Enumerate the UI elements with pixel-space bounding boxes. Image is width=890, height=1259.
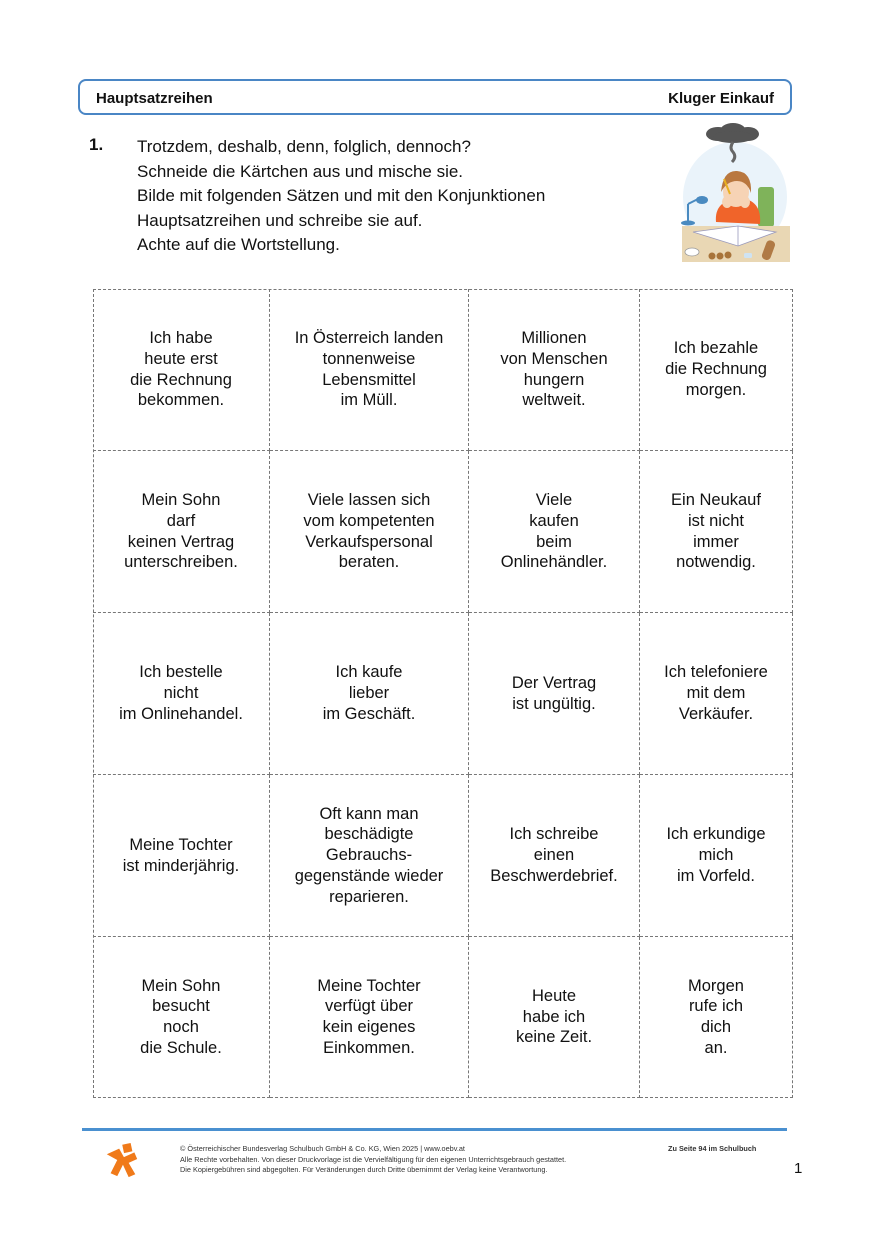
card-line: mit dem: [686, 684, 746, 703]
card-line: ist minderjährig.: [122, 856, 240, 875]
task-number: 1.: [89, 135, 104, 154]
card-text: [500, 328, 607, 411]
card-line: Onlinehändler.: [500, 553, 608, 572]
card-line: Viele: [535, 491, 573, 510]
sentence-card-grid: [93, 289, 793, 1098]
card-line: Ich bestelle: [139, 663, 223, 682]
card-line: Gebrauchs-: [325, 846, 413, 865]
copyright-line: Die Kopiergebühren sind abgegolten. Für Veränderungen durch Dritte übernimmt der Verlag keine Verantwortung.: [180, 1165, 548, 1175]
card-line: Ich erkundige: [666, 825, 766, 844]
instruction-line: Schneide die Kärtchen aus und mische sie.: [137, 161, 464, 181]
sentence-card: [469, 289, 640, 451]
card-line: vom kompetenten: [303, 511, 435, 530]
textbook-reference: Zu Seite 94 im Schulbuch: [668, 1144, 757, 1153]
sentence-card: [270, 451, 469, 613]
instruction-line: Hauptsatzreihen und schreibe sie auf.: [137, 210, 423, 230]
card-line: Lebensmittel: [322, 370, 416, 389]
card-line: besucht: [152, 997, 210, 1016]
card-line: rufe ich: [688, 997, 744, 1016]
card-line: bekommen.: [137, 391, 225, 410]
card-line: beim: [536, 532, 572, 551]
card-line: notwendig.: [676, 553, 756, 572]
card-line: In Österreich landen: [294, 329, 444, 348]
card-line: darf: [166, 511, 196, 530]
card-line: Ein Neukauf: [671, 491, 761, 510]
card-text: [323, 662, 416, 724]
header-topic: Hauptsatzreihen: [96, 90, 213, 107]
card-line: habe ich: [522, 1007, 586, 1026]
instruction-line: Bilde mit folgenden Sätzen und mit den Konjunktionen: [137, 186, 546, 205]
card-line: Viele lassen sich: [307, 491, 431, 510]
card-line: Verkäufer.: [678, 704, 754, 723]
card-text: [501, 490, 607, 573]
task-instructions: [137, 135, 545, 258]
card-text: [295, 804, 444, 908]
sentence-card: [270, 775, 469, 937]
card-line: beraten.: [338, 553, 400, 572]
sentence-card: [640, 451, 793, 613]
card-line: im Onlinehandel.: [119, 704, 243, 723]
card-text: [490, 824, 617, 886]
sentence-card: [469, 775, 640, 937]
card-line: dich: [700, 1018, 732, 1036]
card-text: [665, 338, 767, 400]
sentence-card: [270, 613, 469, 775]
card-line: im Geschäft.: [322, 704, 416, 723]
card-line: mich: [698, 846, 734, 865]
card-line: verfügt über: [324, 997, 414, 1016]
card-line: keine Zeit.: [515, 1028, 593, 1047]
card-text: [664, 662, 768, 724]
copyright-line: Alle Rechte vorbehalten. Von dieser Druckvorlage ist die Vervielfältigung für den eigenen Unterrichtsgebrauch gestattet.: [180, 1154, 567, 1164]
card-line: Meine Tochter: [129, 835, 233, 854]
footer-divider: [82, 1128, 787, 1131]
sentence-card: [640, 289, 793, 451]
header-unit: Kluger Einkauf: [668, 90, 774, 107]
card-line: immer: [693, 532, 739, 551]
card-line: kaufen: [529, 511, 579, 530]
card-text: [671, 490, 761, 573]
card-text: [317, 976, 420, 1059]
card-line: an.: [704, 1038, 728, 1057]
sentence-card: [640, 613, 793, 775]
sentence-card: [93, 289, 270, 451]
sentence-card: [270, 937, 469, 1098]
card-line: noch: [163, 1018, 199, 1036]
copyright-notice: [180, 1144, 566, 1176]
sentence-card: [93, 937, 270, 1098]
card-line: ist ungültig.: [512, 694, 596, 713]
card-line: im Müll.: [340, 391, 398, 410]
card-line: im Vorfeld.: [677, 866, 755, 885]
sentence-card: [640, 775, 793, 937]
card-line: unterschreiben.: [124, 553, 238, 572]
card-line: morgen.: [685, 380, 747, 399]
card-line: tonnenweise: [322, 349, 416, 368]
card-line: Oft kann man: [319, 804, 419, 823]
card-line: Morgen: [688, 976, 744, 995]
card-line: Meine Tochter: [317, 976, 421, 995]
card-line: Ich habe: [149, 329, 213, 348]
card-text: [123, 835, 239, 876]
card-line: beschädigte: [324, 825, 414, 844]
oebv-logo-icon: [103, 1141, 141, 1179]
card-line: Der Vertrag: [511, 673, 597, 692]
card-line: Verkaufspersonal: [305, 532, 433, 551]
card-line: die Schule.: [140, 1038, 222, 1057]
sentence-card: [270, 289, 469, 451]
sentence-card: [469, 937, 640, 1098]
card-line: nicht: [163, 684, 199, 703]
card-text: [666, 824, 765, 886]
card-line: hungern: [523, 370, 585, 389]
card-text: [119, 662, 243, 724]
page-number: 1: [794, 1160, 803, 1177]
student-studying-illustration: [678, 122, 792, 268]
card-text: [130, 328, 232, 411]
card-text: [516, 986, 592, 1048]
card-line: Ich kaufe: [335, 663, 403, 682]
card-line: von Menschen: [500, 349, 608, 368]
card-text: [140, 976, 222, 1059]
card-line: die Rechnung: [130, 370, 232, 389]
card-line: heute erst: [144, 349, 218, 368]
card-line: kein eigenes: [322, 1018, 416, 1036]
sentence-card: [93, 613, 270, 775]
sentence-card: [93, 451, 270, 613]
card-line: keinen Vertrag: [127, 532, 235, 551]
sentence-card: [640, 937, 793, 1098]
sentence-card: [93, 775, 270, 937]
card-line: gegenstände wieder: [294, 866, 444, 885]
card-line: Einkommen.: [323, 1038, 415, 1057]
card-line: Mein Sohn: [141, 976, 221, 995]
card-line: Ich bezahle: [673, 339, 759, 358]
card-text: [124, 490, 238, 573]
card-line: Ich telefoniere: [664, 663, 768, 682]
card-line: Ich schreibe: [509, 825, 599, 844]
card-line: reparieren.: [329, 887, 409, 906]
card-text: [512, 673, 596, 714]
worksheet-header: [78, 79, 792, 115]
card-line: Beschwerdebrief.: [490, 866, 618, 885]
card-line: einen: [533, 846, 575, 865]
card-line: die Rechnung: [665, 360, 767, 379]
card-line: Millionen: [521, 329, 587, 348]
sentence-card: [469, 451, 640, 613]
copyright-line: © Österreichischer Bundesverlag Schulbuch GmbH & Co. KG, Wien 2025 | www.oebv.at: [180, 1144, 465, 1153]
card-line: lieber: [348, 684, 390, 703]
card-text: [688, 976, 744, 1059]
card-text: [295, 328, 444, 411]
instruction-line: Trotzdem, deshalb, denn, folglich, dennoch?: [137, 137, 471, 156]
card-line: Heute: [531, 986, 577, 1005]
card-line: ist nicht: [688, 511, 744, 530]
card-line: weltweit.: [522, 391, 586, 410]
sentence-card: [469, 613, 640, 775]
instruction-line: Achte auf die Wortstellung.: [137, 235, 340, 254]
card-text: [303, 490, 434, 573]
card-line: Mein Sohn: [141, 491, 221, 510]
